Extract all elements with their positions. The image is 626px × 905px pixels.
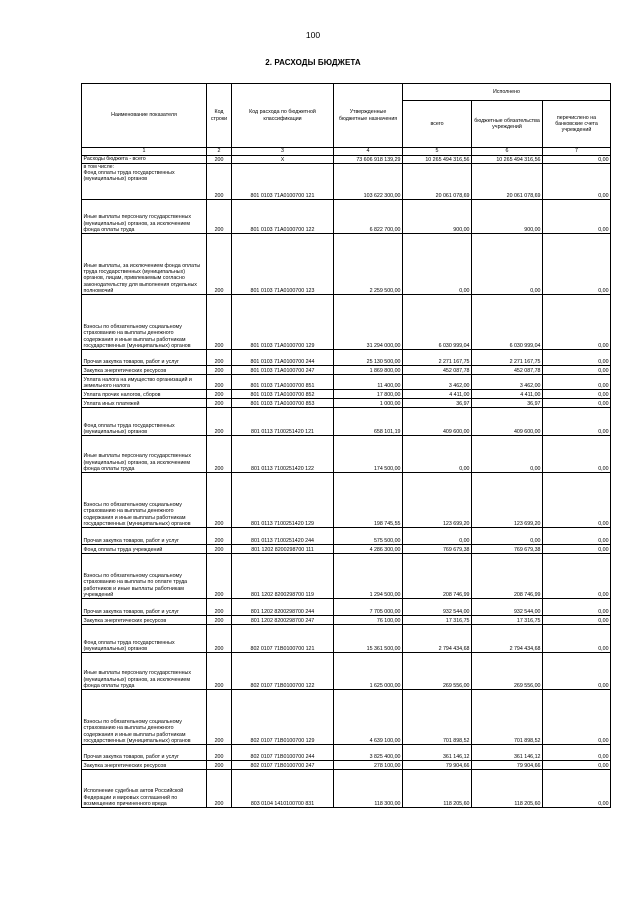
row-code: 200 bbox=[207, 375, 232, 390]
row-approved: 575 500,00 bbox=[334, 528, 403, 545]
row-bank: 0,00 bbox=[543, 616, 611, 625]
row-obligations: 17 316,75 bbox=[472, 616, 543, 625]
row-code: 200 bbox=[207, 436, 232, 473]
row-name: Уплата иных платежей bbox=[82, 399, 207, 408]
table-row bbox=[82, 554, 611, 599]
row-code: 200 bbox=[207, 625, 232, 653]
row-class-code: 801 0103 71А0100700 244 bbox=[232, 350, 334, 366]
row-approved: 1 625 000,00 bbox=[334, 653, 403, 690]
row-approved: 118 300,00 bbox=[334, 770, 403, 808]
row-name: Взносы по обязательному социальному страхованию на выплаты по оплате труда работников и иные выплаты работникам учреждений bbox=[82, 554, 207, 599]
header-row-code: Код строки bbox=[207, 84, 232, 148]
row-name: Закупка энергетических ресурсов bbox=[82, 366, 207, 375]
row-total: 701 898,52 bbox=[403, 690, 472, 745]
row-obligations: 3 462,00 bbox=[472, 375, 543, 390]
row-name: Иные выплаты персоналу государственных (муниципальных) органов, за исключением фонда оплаты труда bbox=[82, 436, 207, 473]
row-obligations: 900,00 bbox=[472, 200, 543, 234]
row-total: 269 556,00 bbox=[403, 653, 472, 690]
row-approved: 278 100,00 bbox=[334, 761, 403, 770]
row-total: 20 061 078,69 bbox=[403, 164, 472, 200]
row-approved: 3 825 400,00 bbox=[334, 745, 403, 761]
row-total: 0,00 bbox=[403, 528, 472, 545]
row-total: 118 205,60 bbox=[403, 770, 472, 808]
row-code: 200 bbox=[207, 616, 232, 625]
row-name: Фонд оплаты труда государственных (муниципальных) органов bbox=[82, 408, 207, 436]
table-row bbox=[82, 156, 611, 164]
table-row bbox=[82, 653, 611, 690]
row-bank: 0,00 bbox=[543, 625, 611, 653]
row-total: 3 462,00 bbox=[403, 375, 472, 390]
section-title: 2. РАСХОДЫ БЮДЖЕТА bbox=[265, 58, 361, 67]
row-bank: 0,00 bbox=[543, 200, 611, 234]
table-row bbox=[82, 375, 611, 390]
row-name: Прочая закупка товаров, работ и услуг bbox=[82, 350, 207, 366]
row-class-code: 801 1202 8200298700 119 bbox=[232, 554, 334, 599]
row-code: 200 bbox=[207, 770, 232, 808]
row-name: Закупка энергетических ресурсов bbox=[82, 616, 207, 625]
header-obligations: бюджетные обязательства учреждений bbox=[472, 101, 543, 148]
table-row bbox=[82, 473, 611, 528]
row-obligations: 769 679,38 bbox=[472, 545, 543, 554]
table-body bbox=[82, 156, 611, 808]
row-approved: 103 622 300,00 bbox=[334, 164, 403, 200]
row-code: 200 bbox=[207, 761, 232, 770]
col-number: 2 bbox=[207, 148, 232, 156]
row-obligations: 701 898,52 bbox=[472, 690, 543, 745]
row-bank: 0,00 bbox=[543, 690, 611, 745]
row-name: Фонд оплаты труда государственных (муниципальных) органов bbox=[82, 625, 207, 653]
row-class-code: 801 0103 71А0100700 123 bbox=[232, 234, 334, 295]
row-code: 200 bbox=[207, 473, 232, 528]
row-name: в том числе: Фонд оплаты труда государственных (муниципальных) органов bbox=[82, 164, 207, 200]
row-class-code: 801 1202 8200298700 247 bbox=[232, 616, 334, 625]
row-class-code: 801 0103 71А0100700 122 bbox=[232, 200, 334, 234]
row-code: 200 bbox=[207, 653, 232, 690]
row-code: 200 bbox=[207, 156, 232, 164]
table-row bbox=[82, 399, 611, 408]
row-total: 10 265 494 316,56 bbox=[403, 156, 472, 164]
row-obligations: 0,00 bbox=[472, 234, 543, 295]
row-bank: 0,00 bbox=[543, 436, 611, 473]
col-number: 3 bbox=[232, 148, 334, 156]
table-row bbox=[82, 625, 611, 653]
row-total: 361 146,12 bbox=[403, 745, 472, 761]
row-code: 200 bbox=[207, 408, 232, 436]
row-name: Расходы бюджета - всего bbox=[82, 156, 207, 164]
header-bank-accounts: перечислено на банковские счета учреждений bbox=[543, 101, 611, 148]
budget-expenses-table bbox=[81, 83, 611, 808]
row-code: 200 bbox=[207, 350, 232, 366]
row-approved: 1 869 800,00 bbox=[334, 366, 403, 375]
row-class-code: 802 0107 71В0100700 122 bbox=[232, 653, 334, 690]
col-number: 7 bbox=[543, 148, 611, 156]
table-row bbox=[82, 745, 611, 761]
row-obligations: 269 556,00 bbox=[472, 653, 543, 690]
header-class-code: Код расхода по бюджетной классификации bbox=[232, 84, 334, 148]
table-row bbox=[82, 770, 611, 808]
row-obligations: 10 265 494 316,56 bbox=[472, 156, 543, 164]
row-bank: 0,00 bbox=[543, 295, 611, 350]
row-approved: 11 400,00 bbox=[334, 375, 403, 390]
row-approved: 17 800,00 bbox=[334, 390, 403, 399]
row-code: 200 bbox=[207, 554, 232, 599]
table-row bbox=[82, 436, 611, 473]
row-code: 200 bbox=[207, 599, 232, 616]
row-class-code: 801 0103 71А0100700 247 bbox=[232, 366, 334, 375]
row-bank: 0,00 bbox=[543, 399, 611, 408]
table-row bbox=[82, 350, 611, 366]
row-obligations: 2 271 167,75 bbox=[472, 350, 543, 366]
row-obligations: 79 904,66 bbox=[472, 761, 543, 770]
row-class-code: 801 1202 8200298700 111 bbox=[232, 545, 334, 554]
row-bank: 0,00 bbox=[543, 375, 611, 390]
row-name: Прочая закупка товаров, работ и услуг bbox=[82, 599, 207, 616]
row-bank: 0,00 bbox=[543, 745, 611, 761]
row-approved: 4 286 300,00 bbox=[334, 545, 403, 554]
row-class-code: 802 0107 71В0100700 244 bbox=[232, 745, 334, 761]
row-name: Прочая закупка товаров, работ и услуг bbox=[82, 745, 207, 761]
row-approved: 25 130 500,00 bbox=[334, 350, 403, 366]
table-row bbox=[82, 761, 611, 770]
row-bank: 0,00 bbox=[543, 554, 611, 599]
page-number: 100 bbox=[305, 30, 321, 40]
col-number: 1 bbox=[82, 148, 207, 156]
row-class-code: 801 0113 7100251420 129 bbox=[232, 473, 334, 528]
row-class-code: 801 0113 7100251420 121 bbox=[232, 408, 334, 436]
row-class-code: 801 0103 71А0100700 851 bbox=[232, 375, 334, 390]
row-bank: 0,00 bbox=[543, 366, 611, 375]
row-code: 200 bbox=[207, 164, 232, 200]
row-bank: 0,00 bbox=[543, 599, 611, 616]
row-class-code: 801 0113 7100251420 244 bbox=[232, 528, 334, 545]
row-bank: 0,00 bbox=[543, 761, 611, 770]
row-approved: 1 000,00 bbox=[334, 399, 403, 408]
row-code: 200 bbox=[207, 390, 232, 399]
row-obligations: 123 699,20 bbox=[472, 473, 543, 528]
row-name: Закупка энергетических ресурсов bbox=[82, 761, 207, 770]
row-class-code: 801 0103 71А0100700 853 bbox=[232, 399, 334, 408]
table-row bbox=[82, 234, 611, 295]
row-code: 200 bbox=[207, 234, 232, 295]
table-row bbox=[82, 690, 611, 745]
row-code: 200 bbox=[207, 295, 232, 350]
header-executed: Исполнено bbox=[403, 84, 611, 101]
row-obligations: 409 600,00 bbox=[472, 408, 543, 436]
row-name: Иные выплаты персоналу государственных (муниципальных) органов, за исключением фонда оплаты труда bbox=[82, 653, 207, 690]
row-total: 900,00 bbox=[403, 200, 472, 234]
row-name: Уплата прочих налогов, сборов bbox=[82, 390, 207, 399]
column-number-row bbox=[82, 148, 611, 156]
row-obligations: 932 544,00 bbox=[472, 599, 543, 616]
row-name: Иные выплаты персоналу государственных (муниципальных) органов, за исключением фонда оплаты труда bbox=[82, 200, 207, 234]
row-class-code: 802 0107 71В0100700 121 bbox=[232, 625, 334, 653]
row-bank: 0,00 bbox=[543, 234, 611, 295]
table-row bbox=[82, 366, 611, 375]
row-code: 200 bbox=[207, 366, 232, 375]
row-code: 200 bbox=[207, 745, 232, 761]
row-class-code: X bbox=[232, 156, 334, 164]
row-total: 17 316,75 bbox=[403, 616, 472, 625]
row-total: 452 087,78 bbox=[403, 366, 472, 375]
row-approved: 31 294 000,00 bbox=[334, 295, 403, 350]
row-name: Взносы по обязательному социальному страхованию на выплаты денежного содержания и иные выплаты работникам государственных (муниципальных) органов bbox=[82, 690, 207, 745]
row-name: Уплата налога на имущество организаций и земельного налога bbox=[82, 375, 207, 390]
row-bank: 0,00 bbox=[543, 164, 611, 200]
table-row bbox=[82, 545, 611, 554]
row-bank: 0,00 bbox=[543, 528, 611, 545]
row-name: Взносы по обязательному социальному страхованию на выплаты денежного содержания и иные выплаты работникам государственных (муниципальных) органов bbox=[82, 295, 207, 350]
row-approved: 658 101,19 bbox=[334, 408, 403, 436]
table-row bbox=[82, 408, 611, 436]
row-name: Взносы по обязательному социальному страхованию на выплаты денежного содержания и иные выплаты работникам государственных (муниципальных) органов bbox=[82, 473, 207, 528]
row-obligations: 2 794 434,68 bbox=[472, 625, 543, 653]
table-row bbox=[82, 390, 611, 399]
row-total: 123 699,20 bbox=[403, 473, 472, 528]
row-code: 200 bbox=[207, 690, 232, 745]
table-row bbox=[82, 599, 611, 616]
row-obligations: 361 146,12 bbox=[472, 745, 543, 761]
row-total: 769 679,38 bbox=[403, 545, 472, 554]
row-obligations: 208 746,99 bbox=[472, 554, 543, 599]
row-class-code: 802 0107 71В0100700 129 bbox=[232, 690, 334, 745]
row-bank: 0,00 bbox=[543, 545, 611, 554]
row-total: 932 544,00 bbox=[403, 599, 472, 616]
table-row bbox=[82, 200, 611, 234]
table-row bbox=[82, 528, 611, 545]
table-row bbox=[82, 164, 611, 200]
table-row bbox=[82, 295, 611, 350]
row-obligations: 20 061 078,69 bbox=[472, 164, 543, 200]
row-obligations: 4 411,00 bbox=[472, 390, 543, 399]
header-approved: Утвержденные бюджетные назначения bbox=[334, 84, 403, 148]
row-total: 2 271 167,75 bbox=[403, 350, 472, 366]
row-approved: 6 822 700,00 bbox=[334, 200, 403, 234]
col-number: 6 bbox=[472, 148, 543, 156]
row-approved: 2 259 500,00 bbox=[334, 234, 403, 295]
row-class-code: 801 1202 8200298700 244 bbox=[232, 599, 334, 616]
row-bank: 0,00 bbox=[543, 390, 611, 399]
row-class-code: 803 0104 1410100700 831 bbox=[232, 770, 334, 808]
col-number: 5 bbox=[403, 148, 472, 156]
row-approved: 15 361 500,00 bbox=[334, 625, 403, 653]
row-class-code: 801 0113 7100251420 122 bbox=[232, 436, 334, 473]
row-code: 200 bbox=[207, 399, 232, 408]
row-total: 4 411,00 bbox=[403, 390, 472, 399]
row-class-code: 801 0103 71А0100700 852 bbox=[232, 390, 334, 399]
row-approved: 76 100,00 bbox=[334, 616, 403, 625]
row-total: 79 904,66 bbox=[403, 761, 472, 770]
row-code: 200 bbox=[207, 545, 232, 554]
row-class-code: 802 0107 71В0100700 247 bbox=[232, 761, 334, 770]
row-total: 36,97 bbox=[403, 399, 472, 408]
header-total: всего bbox=[403, 101, 472, 148]
row-bank: 0,00 bbox=[543, 770, 611, 808]
row-code: 200 bbox=[207, 528, 232, 545]
row-obligations: 0,00 bbox=[472, 436, 543, 473]
table-row bbox=[82, 616, 611, 625]
row-bank: 0,00 bbox=[543, 350, 611, 366]
row-total: 0,00 bbox=[403, 436, 472, 473]
row-approved: 198 745,55 bbox=[334, 473, 403, 528]
row-class-code: 801 0103 71А0100700 129 bbox=[232, 295, 334, 350]
row-name: Иные выплаты, за исключением фонда оплаты труда государственных (муниципальных) органов, лицам, привлекаемым согласно законодательству для выполнения отдельных полномочий bbox=[82, 234, 207, 295]
row-approved: 4 639 100,00 bbox=[334, 690, 403, 745]
row-obligations: 118 205,60 bbox=[472, 770, 543, 808]
row-approved: 174 500,00 bbox=[334, 436, 403, 473]
row-total: 409 600,00 bbox=[403, 408, 472, 436]
row-obligations: 6 030 999,04 bbox=[472, 295, 543, 350]
row-name: Исполнение судебных актов Российской Федерации и мировых соглашений по возмещению причиненного вреда bbox=[82, 770, 207, 808]
row-obligations: 36,97 bbox=[472, 399, 543, 408]
row-name: Прочая закупка товаров, работ и услуг bbox=[82, 528, 207, 545]
row-approved: 1 294 500,00 bbox=[334, 554, 403, 599]
row-total: 2 794 434,68 bbox=[403, 625, 472, 653]
row-obligations: 0,00 bbox=[472, 528, 543, 545]
row-total: 0,00 bbox=[403, 234, 472, 295]
row-class-code: 801 0103 71А0100700 121 bbox=[232, 164, 334, 200]
header-name: Наименование показателя bbox=[82, 84, 207, 148]
row-bank: 0,00 bbox=[543, 408, 611, 436]
col-number: 4 bbox=[334, 148, 403, 156]
row-bank: 0,00 bbox=[543, 473, 611, 528]
row-bank: 0,00 bbox=[543, 653, 611, 690]
row-approved: 73 606 918 139,29 bbox=[334, 156, 403, 164]
row-code: 200 bbox=[207, 200, 232, 234]
row-total: 208 746,99 bbox=[403, 554, 472, 599]
row-approved: 7 705 000,00 bbox=[334, 599, 403, 616]
row-total: 6 030 999,04 bbox=[403, 295, 472, 350]
row-obligations: 452 087,78 bbox=[472, 366, 543, 375]
row-name: Фонд оплаты труда учреждений bbox=[82, 545, 207, 554]
row-bank: 0,00 bbox=[543, 156, 611, 164]
